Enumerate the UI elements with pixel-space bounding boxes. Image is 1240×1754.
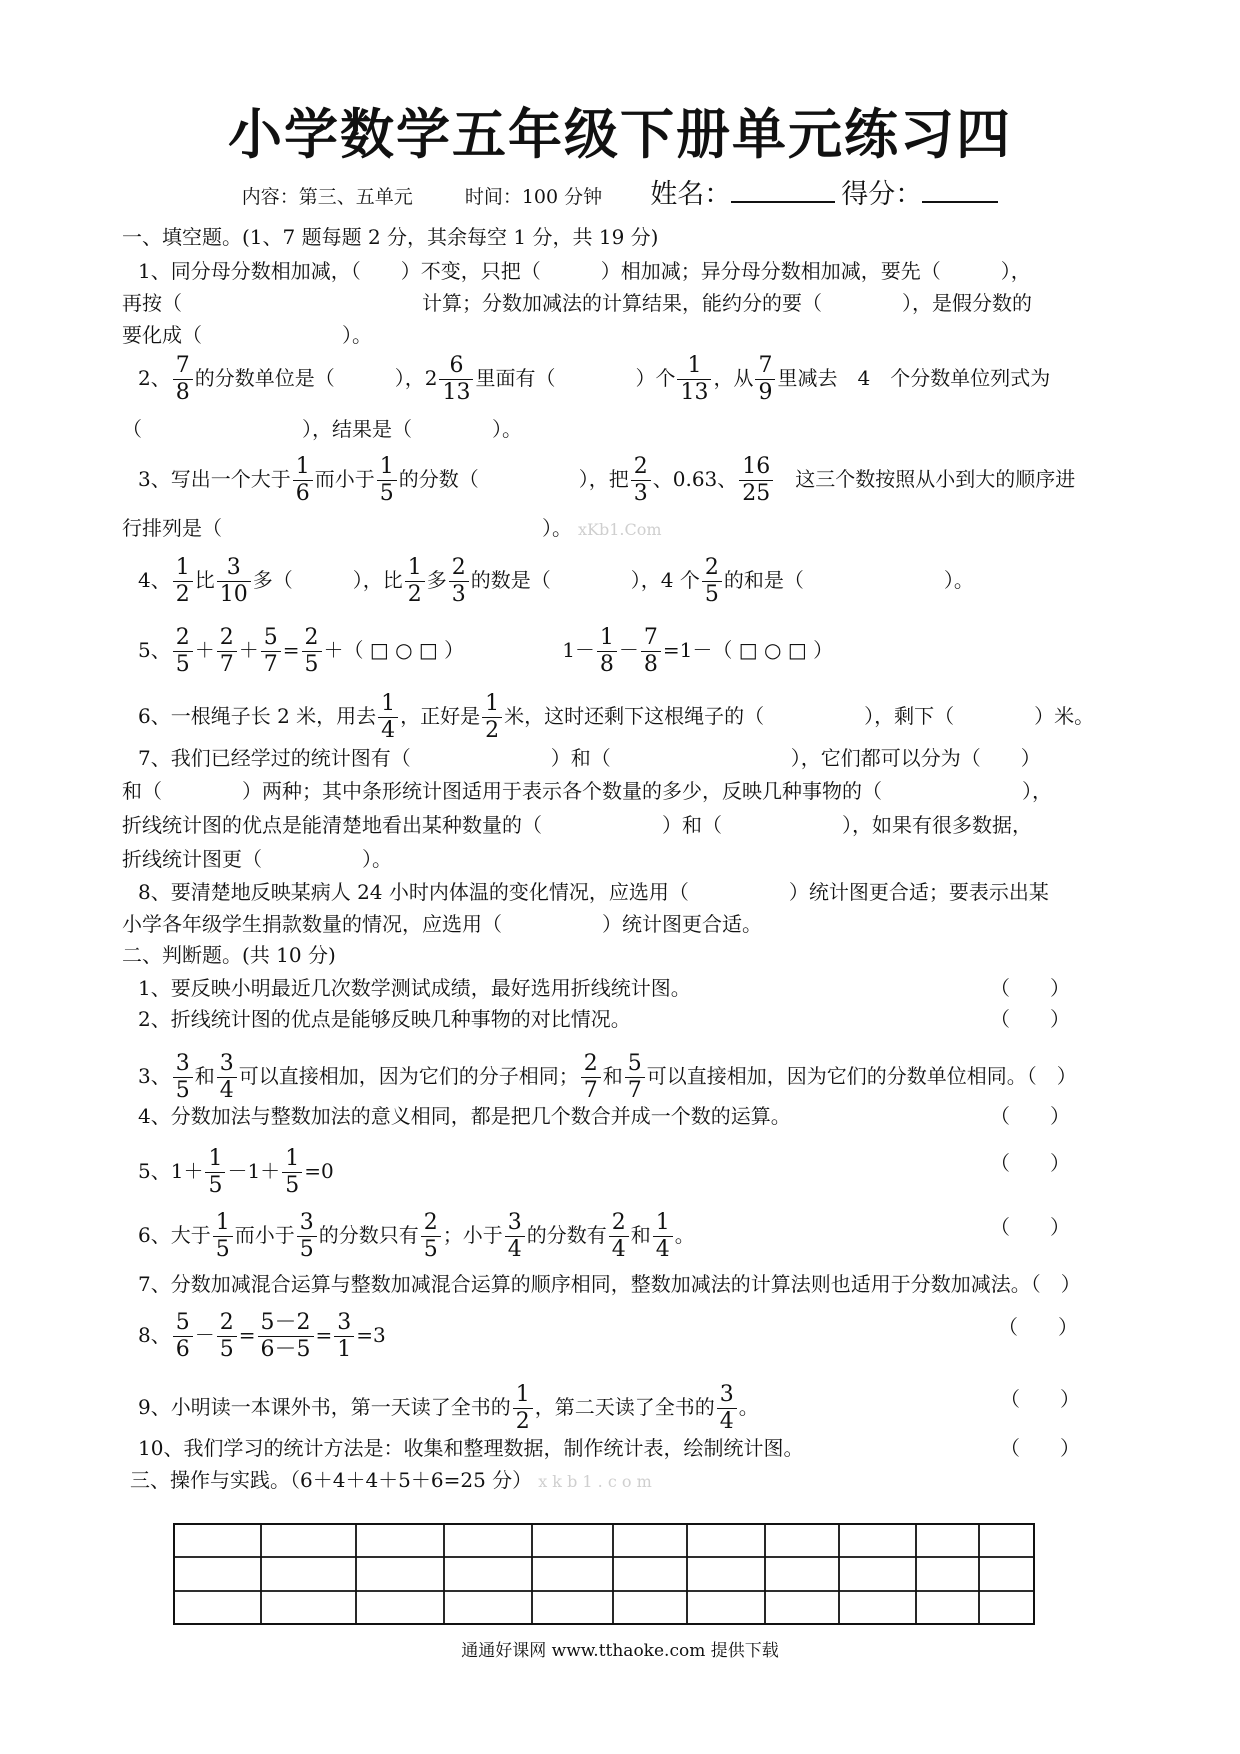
judge-1: 1、要反映小明最近几次数学测试成绩，最好选用折线统计图。 [138,976,691,1000]
fraction: $\frac{3}{4}$ [717,1384,737,1433]
j6-text4: 的分数有 [526,1223,607,1247]
q7-line2: 和（ ）两种；其中条形统计图适用于表示各个数量的多少，反映几种事物的（ ）， [122,779,1052,803]
fraction: $\frac{2}{5}$ [702,557,722,606]
q3-line1 [138,456,1138,505]
q5-prefix: 5、 [138,638,171,662]
j3-text3: 和 [602,1064,623,1088]
page-title: 小学数学五年级下册单元练习四 [228,102,1012,166]
judge-4: 4、分数加法与整数加法的意义相同，都是把几个数合并成一个数的运算。 [138,1104,791,1128]
j6-text2: 的分数只有 [318,1223,419,1247]
content-label: 内容：第三、五单元 [241,186,413,208]
q5-right-prefix: 1－ [562,638,595,662]
q7-line4: 折线统计图更（ ）。 [122,847,392,871]
fraction: $\frac{7}{9}$ [755,355,775,404]
name-label: 姓名： [650,179,732,210]
fraction: $\frac{2}{3}$ [449,557,469,606]
j9-text1: ，第二天读了全书的 [534,1395,715,1419]
judge-3 [138,1053,1138,1102]
fraction: $\frac{3}{4}$ [217,1053,237,1102]
q2-text3: ，从 [713,366,754,390]
section1-heading: 一、填空题。(1、7 题每题 2 分，其余每空 1 分，共 19 分) [122,225,659,249]
j5-text2: =0 [304,1159,334,1183]
fraction: $\frac{1}{5}$ [282,1148,302,1197]
fraction: $\frac{7}{8}$ [173,355,193,404]
time-label: 时间：100 分钟 [464,186,603,208]
q4-text2: 多（ ），比 [252,568,403,592]
section3-heading-line [130,1467,1130,1495]
answer-paren[interactable]: （ ） [990,1215,1070,1239]
q7-line3: 折线统计图的优点是能清楚地看出某种数量的（ ）和（ ），如果有很多数据， [122,813,1032,837]
q2-text2: 里面有（ ）个 [475,366,676,390]
j3-text4: 可以直接相加，因为它们的分数单位相同。（ ） [646,1064,1077,1088]
q2-line2: （ ），结果是（ ）。 [122,417,522,441]
judge-7: 7、分数加减混合运算与整数加减混合运算的顺序相同，整数加减法的计算法则也适用于分数加减法。（ ） [138,1272,1081,1296]
q5-text2: =1－（ □ ○ □ ） [662,638,834,662]
score-label: 得分： [841,179,923,210]
equals-sign: = [282,638,300,662]
section2-heading: 二、判断题。(共 10 分) [122,943,336,967]
fraction: $\frac{3}{1}$ [334,1312,354,1361]
j6-text5: 和 [630,1223,651,1247]
fraction: $\frac{3}{4}$ [505,1212,525,1261]
minus-sign: － [618,638,639,662]
j8-text: =3 [356,1323,386,1347]
q2-prefix: 2、 [138,366,171,390]
q2-text1: 的分数单位是（ ），2 [194,366,438,390]
answer-paren[interactable]: （ ） [990,1104,1070,1128]
fraction: $\frac{5}{7}$ [261,627,281,676]
answer-paren[interactable]: （ ） [990,1007,1070,1031]
q3-prefix: 3、写出一个大于 [138,467,291,491]
score-blank[interactable] [922,179,998,203]
q4-text1: 比 [194,568,215,592]
fraction: $\frac{3}{5}$ [173,1053,193,1102]
q1-line2: 再按（ 计算；分数加减法的计算结果，能约分的要（ ），是假分数的 [122,291,1032,315]
fraction: $\frac{2}{4}$ [609,1212,629,1261]
fraction: $\frac{16}{25}$ [739,456,773,505]
blank-table[interactable] [173,1523,1035,1625]
fraction: $\frac{1}{5}$ [205,1148,225,1197]
q5-line [138,627,1138,676]
q2-line1 [138,355,1138,404]
fraction: $\frac{7}{8}$ [641,627,661,676]
answer-paren[interactable]: （ ） [1000,1387,1080,1411]
plus-sign: ＋ [238,638,259,662]
j8-prefix: 8、 [138,1323,171,1347]
fraction: $\frac{1}{2}$ [513,1384,533,1433]
fraction: $\frac{2}{5}$ [421,1212,441,1261]
j5-text1: －1＋ [227,1159,281,1183]
fraction: $\frac{2}{5}$ [173,627,193,676]
equals-sign: = [315,1323,333,1347]
minus-sign: － [194,1323,215,1347]
judge-5 [138,1148,1138,1197]
q3-line2-text: 行排列是（ ）。 [122,516,572,540]
q4-text3: 多 [426,568,447,592]
q3-text1: 而小于 [314,467,375,491]
watermark: x k b 1 . c o m [538,1472,652,1491]
q3-line2 [122,515,1122,543]
judge-2: 2、折线统计图的优点是能够反映几种事物的对比情况。 [138,1007,631,1031]
j3-text2: 可以直接相加，因为它们的分子相同； [238,1064,579,1088]
exam-info [0,172,1240,211]
fraction: $\frac{1}{8}$ [597,627,617,676]
j5-prefix: 5、1＋ [138,1159,204,1183]
fraction: $\frac{2}{3}$ [631,456,651,505]
fraction: $\frac{1}{2}$ [405,557,425,606]
q4-text4: 的数是（ ），4 个 [470,568,700,592]
fraction: $\frac{1}{2}$ [482,693,502,742]
fraction: $\frac{5}{7}$ [625,1053,645,1102]
fraction: $\frac{1}{5}$ [213,1212,233,1261]
j6-text1: 而小于 [234,1223,295,1247]
plus-sign: ＋ [194,638,215,662]
fraction: $\frac{2}{5}$ [217,1312,237,1361]
name-blank[interactable] [731,179,835,203]
answer-paren[interactable]: （ ） [1000,1436,1080,1460]
fraction: $\frac{5}{6}$ [173,1312,193,1361]
judge-6 [138,1212,1138,1261]
q6-line [138,693,1138,742]
q4-text5: 的和是（ ）。 [723,568,974,592]
j3-text1: 和 [194,1064,215,1088]
j3-prefix: 3、 [138,1064,171,1088]
fraction: $\frac{1}{4}$ [653,1212,673,1261]
fraction: $\frac{1}{6}$ [293,456,313,505]
watermark: xKb1.Com [578,520,662,539]
equals-sign: = [238,1323,256,1347]
fraction: $\frac{1}{4}$ [378,693,398,742]
fraction: $\frac{1}{13}$ [677,355,711,404]
fraction: $\frac{6}{13}$ [439,355,473,404]
j9-text2: 。 [738,1395,759,1419]
q5-text1: ＋（ □ ○ □ ） [323,638,465,662]
judge-8 [138,1312,1138,1361]
fraction: $\frac{1}{5}$ [377,456,397,505]
q2-text4: 里减去 4 个分数单位列式为 [777,366,1051,390]
q3-text4: 这三个数按照从小到大的顺序进 [775,467,1076,491]
fraction: $\frac{2}{5}$ [302,627,322,676]
answer-paren[interactable]: （ ） [990,1151,1070,1175]
section3-heading: 三、操作与实践。（6＋4＋4＋5＋6=25 分） [130,1468,533,1492]
j6-text6: 。 [674,1223,695,1247]
fraction: $\frac{3}{10}$ [217,557,251,606]
answer-paren[interactable]: （ ） [990,976,1070,1000]
fraction: $\frac{1}{2}$ [173,557,193,606]
q8-line1: 8、要清楚地反映某病人 24 小时内体温的变化情况，应选用（ ）统计图更合适；要表示出某 [138,880,1049,904]
q3-text2: 的分数（ ），把 [398,467,629,491]
q4-line [138,557,1138,606]
q4-prefix: 4、 [138,568,171,592]
j6-text3: ；小于 [442,1223,503,1247]
q1-line1: 1、同分母分数相加减，（ ）不变，只把（ ）相加减；异分母分数相加减，要先（ ）， [138,259,1031,283]
answer-paren[interactable]: （ ） [998,1315,1078,1339]
q7-line1: 7、我们已经学过的统计图有（ ）和（ ），它们都可以分为（ ） [138,746,1041,770]
q3-text3: 、0.63、 [652,467,738,491]
j6-prefix: 6、大于 [138,1223,211,1247]
fraction: $\frac{2}{7}$ [217,627,237,676]
fraction: $\frac{2}{7}$ [581,1053,601,1102]
q6-text1: ，正好是 [400,704,481,728]
judge-10: 10、我们学习的统计方法是：收集和整理数据，制作统计表，绘制统计图。 [138,1436,804,1460]
fraction: $\frac{5-2}{6-5}$ [258,1312,314,1361]
q1-line3: 要化成（ ）。 [122,323,372,347]
q6-text2: 米，这时还剩下这根绳子的（ ），剩下（ ）米。 [504,704,1095,728]
q6-prefix: 6、一根绳子长 2 米，用去 [138,704,377,728]
q8-line2: 小学各年级学生捐款数量的情况，应选用（ ）统计图更合适。 [122,912,762,936]
judge-9 [138,1384,1138,1433]
j9-prefix: 9、小明读一本课外书，第一天读了全书的 [138,1395,511,1419]
footer: 通通好课网 www.tthaoke.com 提供下载 [461,1641,779,1661]
fraction: $\frac{3}{5}$ [297,1212,317,1261]
